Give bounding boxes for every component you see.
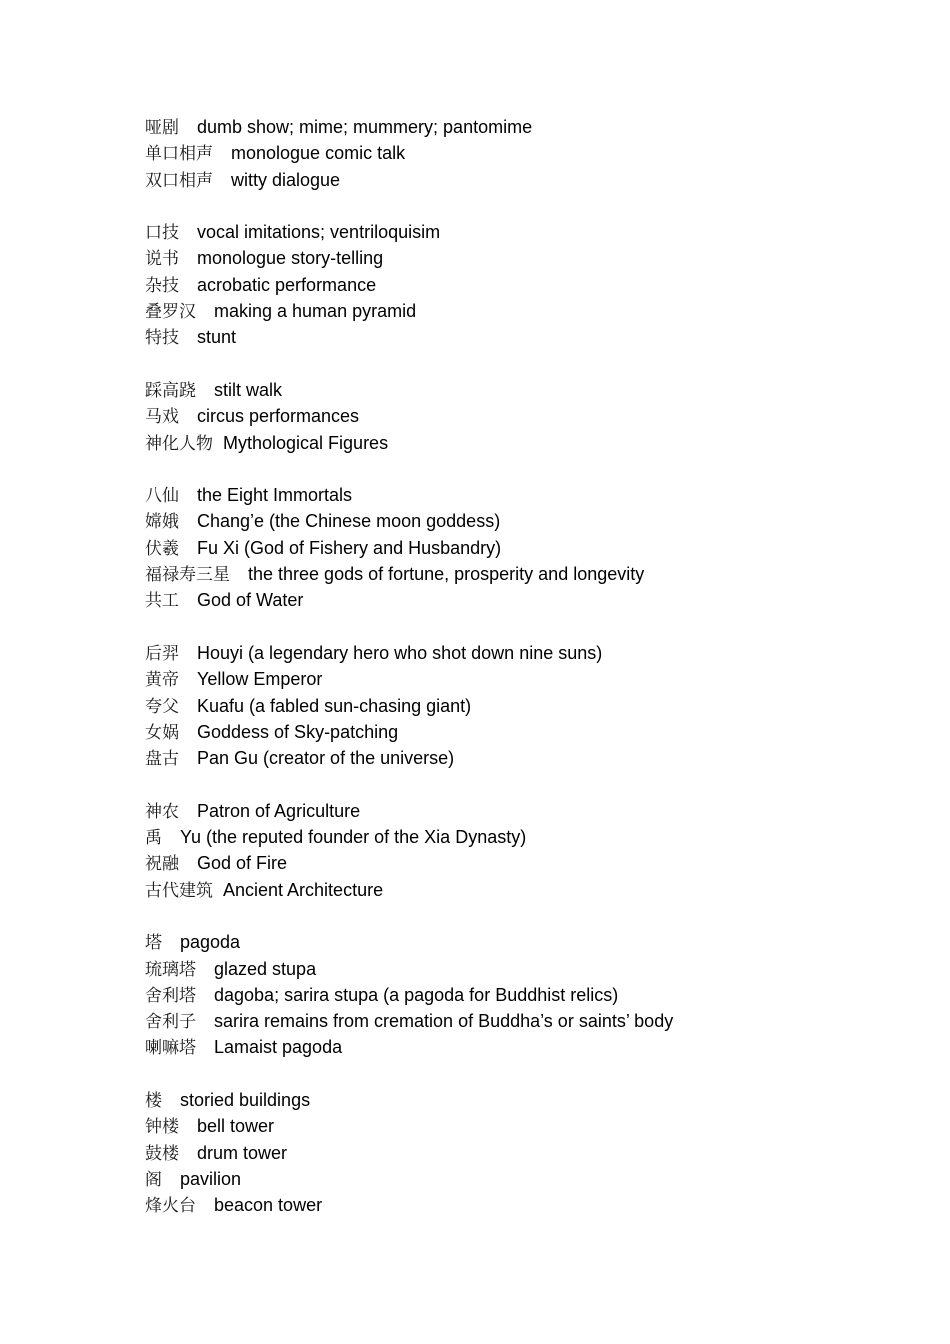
- term-chinese: 女娲: [145, 722, 179, 743]
- term-chinese: 舍利子: [145, 1012, 196, 1033]
- term-english: making a human pyramid: [214, 301, 417, 322]
- term-english: Yu (the reputed founder of the Xia Dynasty): [180, 827, 527, 848]
- term-chinese: 盘古: [145, 749, 179, 770]
- term-english: acrobatic performance: [197, 274, 377, 295]
- entry-change: [145, 508, 905, 534]
- term-english: Fu Xi (God of Fishery and Husbandry): [197, 537, 502, 558]
- entry-teji: [145, 324, 905, 350]
- entry-yu: [145, 824, 905, 850]
- section-heading-mythological-figures: [145, 430, 905, 456]
- term-chinese: 口技: [145, 223, 179, 244]
- term-chinese: 叠罗汉: [145, 302, 196, 323]
- term-english: sarira remains from cremation of Buddha’s or saints’ body: [214, 1011, 674, 1032]
- term-english: Chang’e (the Chinese moon goddess): [197, 511, 501, 532]
- term-english: storied buildings: [180, 1089, 311, 1110]
- entry-huangdi: [145, 666, 905, 692]
- term-chinese: 古代建筑: [145, 880, 213, 901]
- term-chinese: 楼: [145, 1090, 162, 1111]
- entry-lamata: [145, 1034, 905, 1060]
- entry-zhurong: [145, 850, 905, 876]
- entry-fuxi: [145, 535, 905, 561]
- term-chinese: 哑剧: [145, 118, 179, 138]
- entry-ta: [145, 929, 905, 955]
- term-chinese: 双口相声: [145, 170, 213, 191]
- term-chinese: 塔: [145, 933, 162, 954]
- term-chinese: 马戏: [145, 407, 179, 428]
- term-english: God of Fire: [197, 853, 288, 874]
- term-english: dumb show; mime; mummery; pantomime: [197, 117, 533, 137]
- term-chinese: 鼓楼: [145, 1143, 179, 1164]
- entry-shennong: [145, 798, 905, 824]
- term-english: glazed stupa: [214, 958, 317, 979]
- term-chinese: 杂技: [145, 275, 179, 296]
- entry-zaji: [145, 272, 905, 298]
- entry-shelizi: [145, 1008, 905, 1034]
- term-chinese: 禹: [145, 828, 162, 849]
- term-english: stilt walk: [214, 379, 283, 400]
- term-chinese: 踩高跷: [145, 380, 196, 401]
- entry-maxi: [145, 403, 905, 429]
- term-chinese: 共工: [145, 591, 179, 612]
- term-english: Mythological Figures: [223, 432, 389, 453]
- entry-shuoshu: [145, 245, 905, 271]
- entry-kuafu: [145, 693, 905, 719]
- entry-baxian: [145, 482, 905, 508]
- term-english: monologue comic talk: [231, 143, 406, 164]
- term-english: Lamaist pagoda: [214, 1037, 343, 1058]
- section-heading-ancient-architecture: [145, 877, 905, 903]
- entry-gulou: [145, 1140, 905, 1166]
- term-english: drum tower: [197, 1142, 288, 1163]
- term-english: Houyi (a legendary hero who shot down nine suns): [197, 642, 603, 663]
- term-chinese: 八仙: [145, 486, 179, 507]
- term-english: pagoda: [180, 932, 241, 953]
- entry-zhonglou: [145, 1113, 905, 1139]
- term-english: dagoba; sarira stupa (a pagoda for Buddhist relics): [214, 984, 619, 1005]
- entry-nuwa: [145, 719, 905, 745]
- term-chinese: 神化人物: [145, 433, 213, 454]
- term-chinese: 嫦娥: [145, 512, 179, 533]
- term-english: Pan Gu (creator of the universe): [197, 748, 455, 769]
- term-english: beacon tower: [214, 1195, 323, 1216]
- entry-liulita: [145, 956, 905, 982]
- term-chinese: 祝融: [145, 854, 179, 875]
- entry-kouji: [145, 219, 905, 245]
- entry-fulushou-sanxing: [145, 561, 905, 587]
- term-english: Yellow Emperor: [197, 669, 323, 690]
- entry-shuangkou-xiangsheng: [145, 167, 905, 193]
- term-chinese: 神农: [145, 801, 179, 822]
- term-english: stunt: [197, 327, 237, 348]
- term-chinese: 特技: [145, 328, 179, 349]
- term-english: Patron of Agriculture: [197, 800, 361, 821]
- entry-lou: [145, 1087, 905, 1113]
- glossary-list: [145, 114, 905, 1218]
- term-chinese: 琉璃塔: [145, 959, 196, 980]
- term-english: Ancient Architecture: [223, 879, 384, 900]
- term-chinese: 夸父: [145, 696, 179, 717]
- term-english: the Eight Immortals: [197, 485, 353, 506]
- term-chinese: 舍利塔: [145, 985, 196, 1006]
- term-chinese: 钟楼: [145, 1117, 179, 1138]
- entry-dankou-xiangsheng: [145, 140, 905, 166]
- term-english: circus performances: [197, 406, 360, 427]
- term-english: Goddess of Sky-patching: [197, 721, 399, 742]
- term-english: Kuafu (a fabled sun-chasing giant): [197, 695, 472, 716]
- entry-dieluohan: [145, 298, 905, 324]
- term-english: monologue story-telling: [197, 248, 384, 269]
- term-english: God of Water: [197, 590, 304, 611]
- term-english: the three gods of fortune, prosperity and longevity: [248, 564, 645, 585]
- term-chinese: 后羿: [145, 643, 179, 664]
- term-chinese: 阁: [145, 1169, 162, 1190]
- term-chinese: 说书: [145, 249, 179, 270]
- entry-caigaoqiao: [145, 377, 905, 403]
- term-chinese: 烽火台: [145, 1196, 196, 1217]
- entry-shelita: [145, 982, 905, 1008]
- entry-pangu: [145, 745, 905, 771]
- entry-fenghuotai: [145, 1192, 905, 1218]
- entry-houyi: [145, 640, 905, 666]
- term-english: witty dialogue: [231, 169, 341, 190]
- term-chinese: 黄帝: [145, 670, 179, 691]
- term-chinese: 单口相声: [145, 144, 213, 165]
- entry-gonggong: [145, 587, 905, 613]
- term-chinese: 伏羲: [145, 538, 179, 559]
- term-english: pavilion: [180, 1168, 242, 1189]
- entry-ge: [145, 1166, 905, 1192]
- term-english: bell tower: [197, 1116, 275, 1137]
- term-chinese: 喇嘛塔: [145, 1038, 196, 1059]
- term-chinese: 福禄寿三星: [145, 565, 230, 586]
- entry-yaju: [145, 114, 905, 140]
- term-english: vocal imitations; ventriloquisim: [197, 222, 441, 243]
